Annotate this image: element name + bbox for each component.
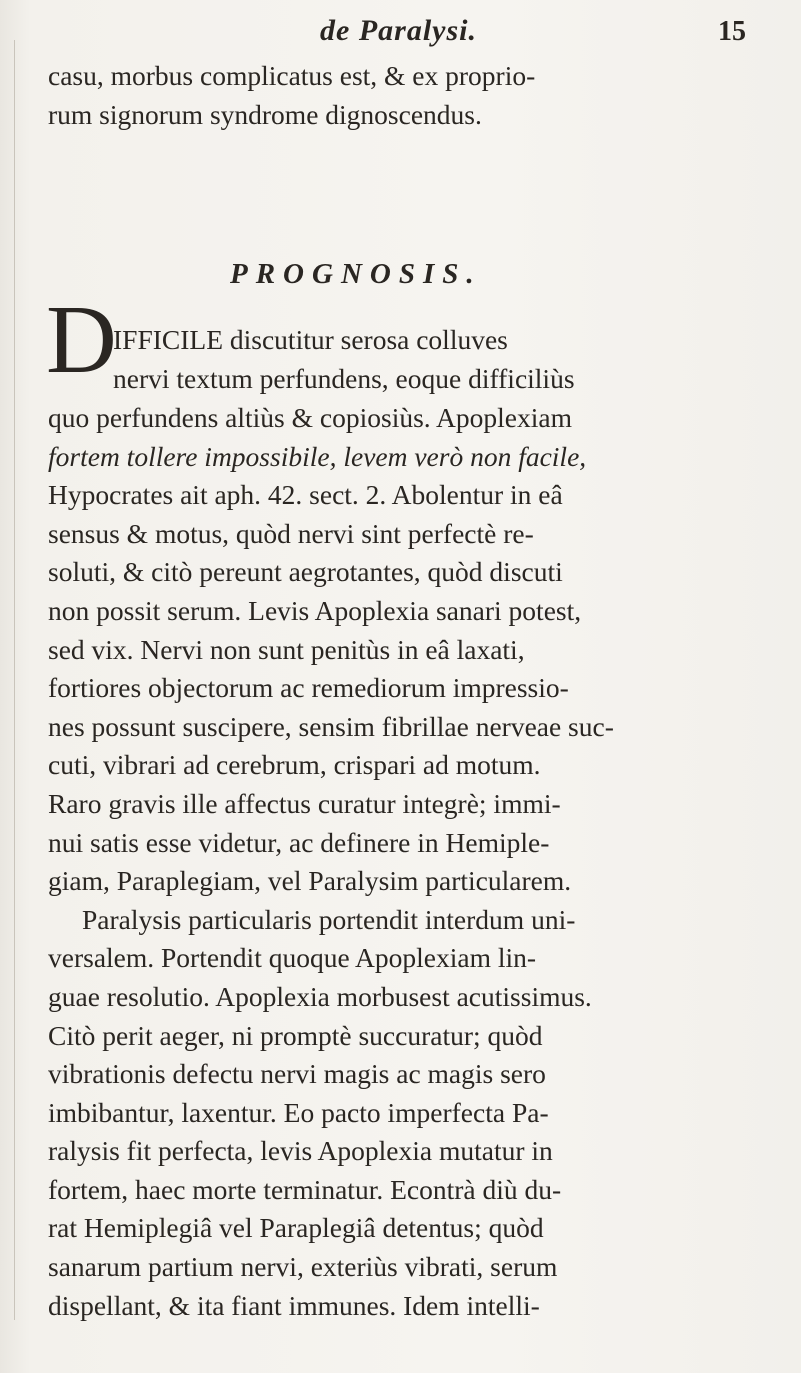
- text-line: Raro gravis ille affectus curatur integrè; immi-: [48, 787, 561, 819]
- text-line: guae resolutio. Apoplexia morbusest acutissimus.: [48, 980, 592, 1012]
- drop-cap-initial: D: [46, 286, 117, 394]
- running-title: de Paralysi.: [320, 14, 477, 47]
- text-line: sensus & motus, quòd nervi sint perfectè re-: [48, 517, 534, 549]
- text-line: cuti, vibrari ad cerebrum, crispari ad motum.: [48, 749, 541, 781]
- text-line: rat Hemiplegiâ vel Paraplegiâ detentus; quòd: [48, 1212, 544, 1244]
- text-line: dispellant, & ita fiant immunes. Idem intelli-: [48, 1289, 540, 1321]
- text-line: casu, morbus complicatus est, & ex proprio-: [48, 60, 536, 91]
- page-number: 15: [718, 16, 746, 47]
- text-line: soluti, & citò pereunt aegrotantes, quòd discuti: [48, 556, 563, 588]
- intro-paragraph: [48, 57, 788, 134]
- text-line: vibrationis defectu nervi magis ac magis sero: [48, 1058, 546, 1090]
- text-line: nervi textum perfundens, eoque difficiliùs: [113, 362, 575, 394]
- text-line: rum signorum syndrome dignoscendus.: [48, 98, 482, 130]
- drop-cap-lines: [113, 321, 793, 398]
- text-line: versalem. Portendit quoque Apoplexiam lin-: [48, 942, 537, 974]
- text-line: fortem tollere impossibile, levem verò non facile,: [48, 440, 587, 472]
- page-header: [0, 14, 801, 54]
- text-line: giam, Paraplegiam, vel Paralysim particularem.: [48, 865, 572, 897]
- text-line: Paralysis particularis portendit interdum uni-: [82, 903, 576, 935]
- text-line: ralysis fit perfecta, levis Apoplexia mutatur in: [48, 1135, 553, 1167]
- text-line: sed vix. Nervi non sunt penitùs in eâ laxati,: [48, 633, 525, 665]
- text-line: IFFICILE discutitur serosa colluves: [113, 324, 508, 355]
- text-line: fortiores objectorum ac remediorum impressio-: [48, 672, 569, 704]
- page-edge-line: [14, 40, 15, 1320]
- text-line: imbibantur, laxentur. Eo pacto imperfecta Pa-: [48, 1096, 549, 1128]
- body-paragraph: [48, 399, 788, 1325]
- section-heading: PROGNOSIS.: [230, 258, 482, 290]
- text-line: nes possunt suscipere, sensim fibrillae nerveae suc-: [48, 710, 614, 742]
- text-line: non possit serum. Levis Apoplexia sanari potest,: [48, 594, 582, 626]
- text-line: quo perfundens altiùs & copiosiùs. Apoplexiam: [48, 402, 572, 433]
- text-line: fortem, haec morte terminatur. Econtrà diù du-: [48, 1173, 562, 1205]
- text-line: Citò perit aeger, ni promptè succuratur; quòd: [48, 1019, 543, 1051]
- text-line: sanarum partium nervi, exteriùs vibrati, serum: [48, 1251, 558, 1283]
- text-line: Hypocrates ait aph. 42. sect. 2. Abolentur in eâ: [48, 479, 563, 511]
- text-line: nui satis esse videtur, ac definere in Hemiple-: [48, 826, 550, 858]
